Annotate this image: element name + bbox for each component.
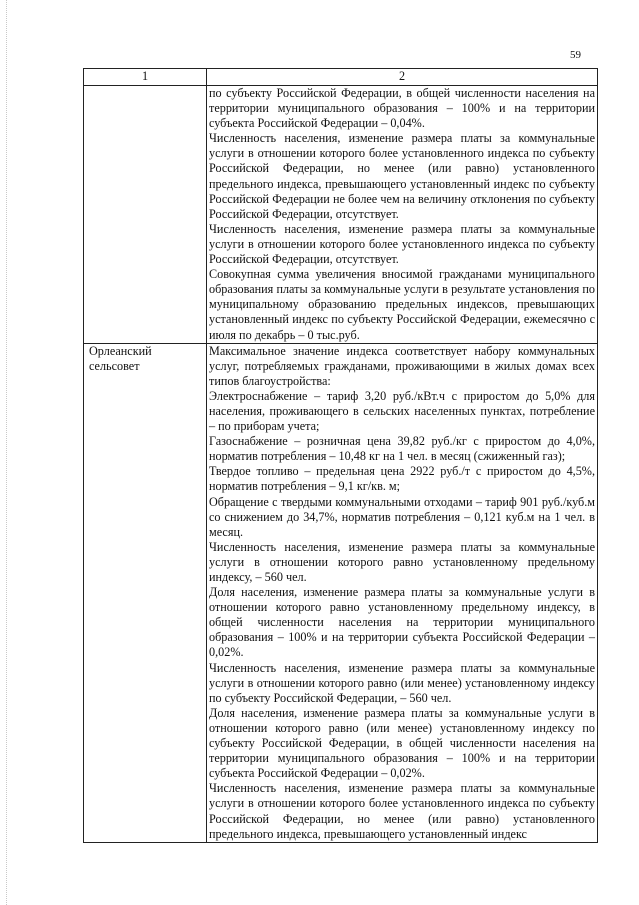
scan-edge-dots bbox=[6, 0, 8, 905]
paragraph: Совокупная сумма увеличения вносимой гражданами муниципального образования платы за коммунальные услуги в результате установления по муниципальному образованию предельных индексов, превышающих установленный индекс по субъекту Российской Федерации, ежемесячно с июля по декабрь – 0 тыс.руб. bbox=[209, 267, 595, 342]
table-header-row bbox=[84, 69, 598, 86]
table-row bbox=[84, 343, 598, 842]
paragraph: Газоснабжение – розничная цена 39,82 руб./кг с приростом до 4,0%, норматив потребления – 10,48 кг на 1 чел. в месяц (сжиженный газ); bbox=[209, 434, 595, 464]
region-cell bbox=[84, 86, 207, 344]
column-header-2: 2 bbox=[207, 69, 598, 86]
paragraph: Численность населения, изменение размера платы за коммунальные услуги в отношении которого более установленного индекса по субъекту Российской Федерации, отсутствует. bbox=[209, 221, 595, 267]
paragraph: Электроснабжение – тариф 3,20 руб./кВт.ч с приростом до 5,0% для населения, проживающего в сельских населенных пунктах, потребление – по приборам учета; bbox=[209, 388, 595, 434]
table-row bbox=[84, 86, 598, 344]
paragraph: Твердое топливо – предельная цена 2922 руб./т с приростом до 4,5%, норматив потребления – 9,1 кг/кв. м; bbox=[209, 464, 595, 494]
description-cell bbox=[207, 343, 598, 842]
region-cell bbox=[84, 343, 207, 842]
paragraph: Доля населения, изменение размера платы за коммунальные услуги в отношении которого равно (или менее) установленному индексу по субъекту Российской Федерации, в общей численности населения на территории муниципального образования – 100% и на территории субъекта Российской Федерации – 0,02%. bbox=[209, 705, 595, 781]
region-name-line: сельсовет bbox=[89, 358, 140, 373]
document-table bbox=[83, 68, 598, 843]
paragraph: по субъекту Российской Федерации, в общей численности населения на территории муниципального образования – 100% и на территории субъекта Российской Федерации – 0,04%. bbox=[209, 86, 595, 131]
description-cell bbox=[207, 86, 598, 344]
region-name-line: Орлеанский bbox=[89, 343, 152, 358]
paragraph: Численность населения, изменение размера платы за коммунальные услуги в отношении которого более установленного индекса по субъекту Российской Федерации, но менее (или равно) установленного предельного индекса, превышающего установленный индекс по субъекту Российской Федерации не более чем на величину отклонения по субъекту Российской Федерации, отсутствует. bbox=[209, 131, 595, 221]
paragraph: Численность населения, изменение размера платы за коммунальные услуги в отношении которого равно (или менее) установленному индексу по субъекту Российской Федерации, – 560 чел. bbox=[209, 660, 595, 705]
column-header-1: 1 bbox=[84, 69, 207, 86]
paragraph: Максимальное значение индекса соответствует набору коммунальных услуг, потребляемых гражданами, проживающими в жилых домах всех типов благоустройства: bbox=[209, 343, 595, 388]
page-number: 59 bbox=[570, 49, 581, 61]
paragraph: Обращение с твердыми коммунальными отходами – тариф 901 руб./куб.м со снижением до 34,7%, норматив потребления – 0,121 куб.м на 1 чел. в месяц. bbox=[209, 494, 595, 539]
paragraph: Доля населения, изменение размера платы за коммунальные услуги в отношении которого равно установленному предельному индексу, в общей численности населения на территории муниципального образования – 100% и на территории субъекта Российской Федерации – 0,02%. bbox=[209, 585, 595, 660]
paragraph: Численность населения, изменение размера платы за коммунальные услуги в отношении которого равно установленному предельному индексу, – 560 чел. bbox=[209, 539, 595, 584]
paragraph: Численность населения, изменение размера платы за коммунальные услуги в отношении которого более установленного индекса по субъекту Российской Федерации, но менее (или равно) установленного предельного индекса, превышающего установленный индекс bbox=[209, 781, 595, 841]
